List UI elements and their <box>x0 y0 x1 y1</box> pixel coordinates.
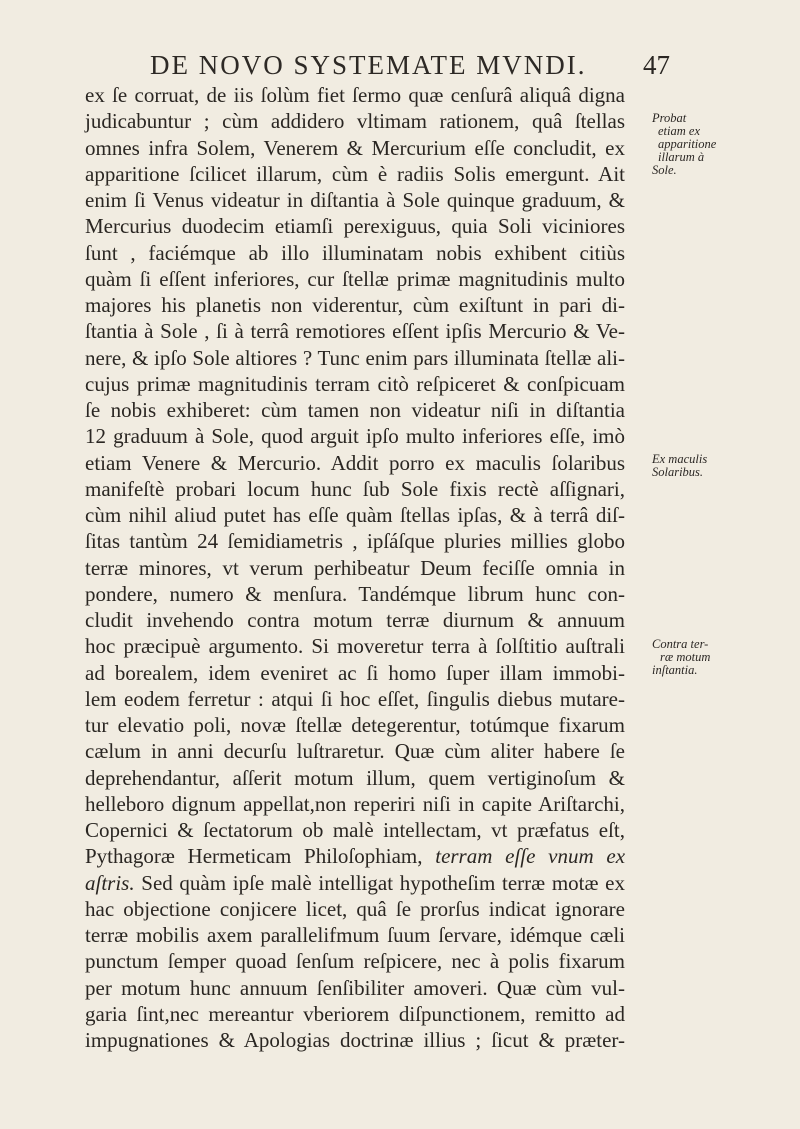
text-line: terræ mobilis axem parallelifmum ſuum ſervare, idémque cæli <box>85 923 625 947</box>
text-line: terræ minores, vt verum perhibeatur Deum feciſſe omnia in <box>85 555 625 580</box>
text-line: punctum ſemper quoad ſenſum reſpicere, nec à polis fixarum <box>85 949 625 974</box>
text-line: Pythagoræ Hermeticam Philoſophiam, terram eſſe vnum ex <box>85 844 626 869</box>
text-line: cùm nihil aliud putet has eſſe quàm ſtellas ipſas, & à terrâ diſ- <box>85 503 625 527</box>
italic-quote: terram eſſe vnum ex <box>435 844 626 869</box>
text-line: ſitas tantùm 24 ſemidiametris , ipſáſque pluries millies globo <box>85 529 625 554</box>
text-line: ex ſe corruat, de iis ſolùm fiet ſermo quæ cenſurâ aliquâ digna <box>85 83 625 107</box>
text-line: cludit invehendo contra motum terræ diurnum & annuum <box>85 608 625 632</box>
text-line: nere, & ipſo Sole altiores ? Tunc enim pars illuminata ſtellæ ali- <box>85 345 625 370</box>
text-line: Copernici & ſectatorum ob malè intellectam, vt præfatus eſt, <box>85 818 625 842</box>
text-line: ſe nobis exhiberet: cùm tamen non videatur niſi in diſtantia <box>85 398 625 422</box>
text-line: hoc præcipuè argumento. Si moveretur terra à ſolſtitio auſtrali <box>85 634 625 659</box>
text-line: hac objectione conjicere licet, quâ ſe prorſus indicat ignorare <box>85 896 625 921</box>
text-line: Mercurius duodecim etiamſi perexiguus, quia Soli viciniores <box>85 214 625 239</box>
text-line: majores his planetis non viderentur, cùm exiſtunt in pari di- <box>85 293 625 317</box>
text-line: per motum hunc annuum ſenſibiliter amoveri. Quæ cùm vul- <box>85 975 625 1000</box>
text-line: aſtris. Sed quàm ipſe malè intelligat hypotheſim terræ motæ ex <box>85 870 625 895</box>
text-line: manifeſtè probari locum hunc ſub Sole fixis rectè aſſignari, <box>85 476 625 501</box>
marginal-note-maculis: Ex maculis Solaribus. <box>652 452 708 479</box>
text-line: apparitione ſcilicet illarum, cùm è radiis Solis emergunt. Ait <box>85 161 625 186</box>
text-line: tur elevatio poli, novæ ſtellæ detegerentur, totúmque fixarum <box>85 713 625 737</box>
running-head: DE NOVO SYSTEMATE MVNDI. <box>150 50 587 80</box>
marginal-note-probat: Probat etiam ex apparitione illarum à Sole. <box>652 111 717 177</box>
text-line: quàm ſi eſſent inferiores, cur ſtellæ primæ magnitudinis multo <box>85 266 625 291</box>
text-line: ad borealem, idem eveniret ac ſi homo ſuper illam immobi- <box>85 660 625 685</box>
text-line: 12 graduum à Sole, quod arguit ipſo multo inferiores eſſe, imò <box>85 424 625 449</box>
text-line: ſunt , faciémque ab illo illuminatam nobis exhibent citiùs <box>85 240 625 265</box>
text-line: deprehendantur, aſſerit motum illum, quem vertiginoſum & <box>85 765 625 790</box>
text-line: lem eodem ferretur : atqui ſi hoc eſſet, ſingulis diebus mutare- <box>85 686 625 711</box>
text-line: judicabuntur ; cùm addidero vltimam rationem, quâ ſtellas <box>85 109 625 134</box>
page-header <box>150 50 670 81</box>
text-line: cujus primæ magnitudinis terram citò reſpiceret & conſpicuam <box>85 371 625 396</box>
main-text-block <box>85 82 625 1053</box>
text-line: garia ſint,nec mereantur vberiorem diſpunctionem, remitto ad <box>85 1001 625 1026</box>
text-line: cælum in anni decurſu luſtraretur. Quæ cùm aliter habere ſe <box>85 739 625 764</box>
text-line: impugnationes & Apologias doctrinæ illius ; ſicut & præter- <box>85 1028 625 1052</box>
text-line: etiam Venere & Mercurio. Addit porro ex maculis ſolaribus <box>85 450 625 475</box>
text-line: ſtantia à Sole , ſi à terrâ remotiores eſſent ipſis Mercurio & Ve- <box>85 319 625 344</box>
italic-quote: aſtris. <box>85 870 135 895</box>
text-line: helleboro dignum appellat,non reperiri niſi in capite Ariſtarchi, <box>85 791 625 816</box>
text-line: omnes infra Solem, Venerem & Mercurium eſſe concludit, ex <box>85 135 625 160</box>
text-line: pondere, numero & menſura. Tandémque librum hunc con- <box>85 581 625 606</box>
page-number: 47 <box>643 50 670 80</box>
marginal-note-contra: Contra ter- ræ motum inſtantia. <box>652 637 711 677</box>
text-line: enim ſi Venus videatur in diſtantia à Sole quinque graduum, & <box>85 188 625 212</box>
